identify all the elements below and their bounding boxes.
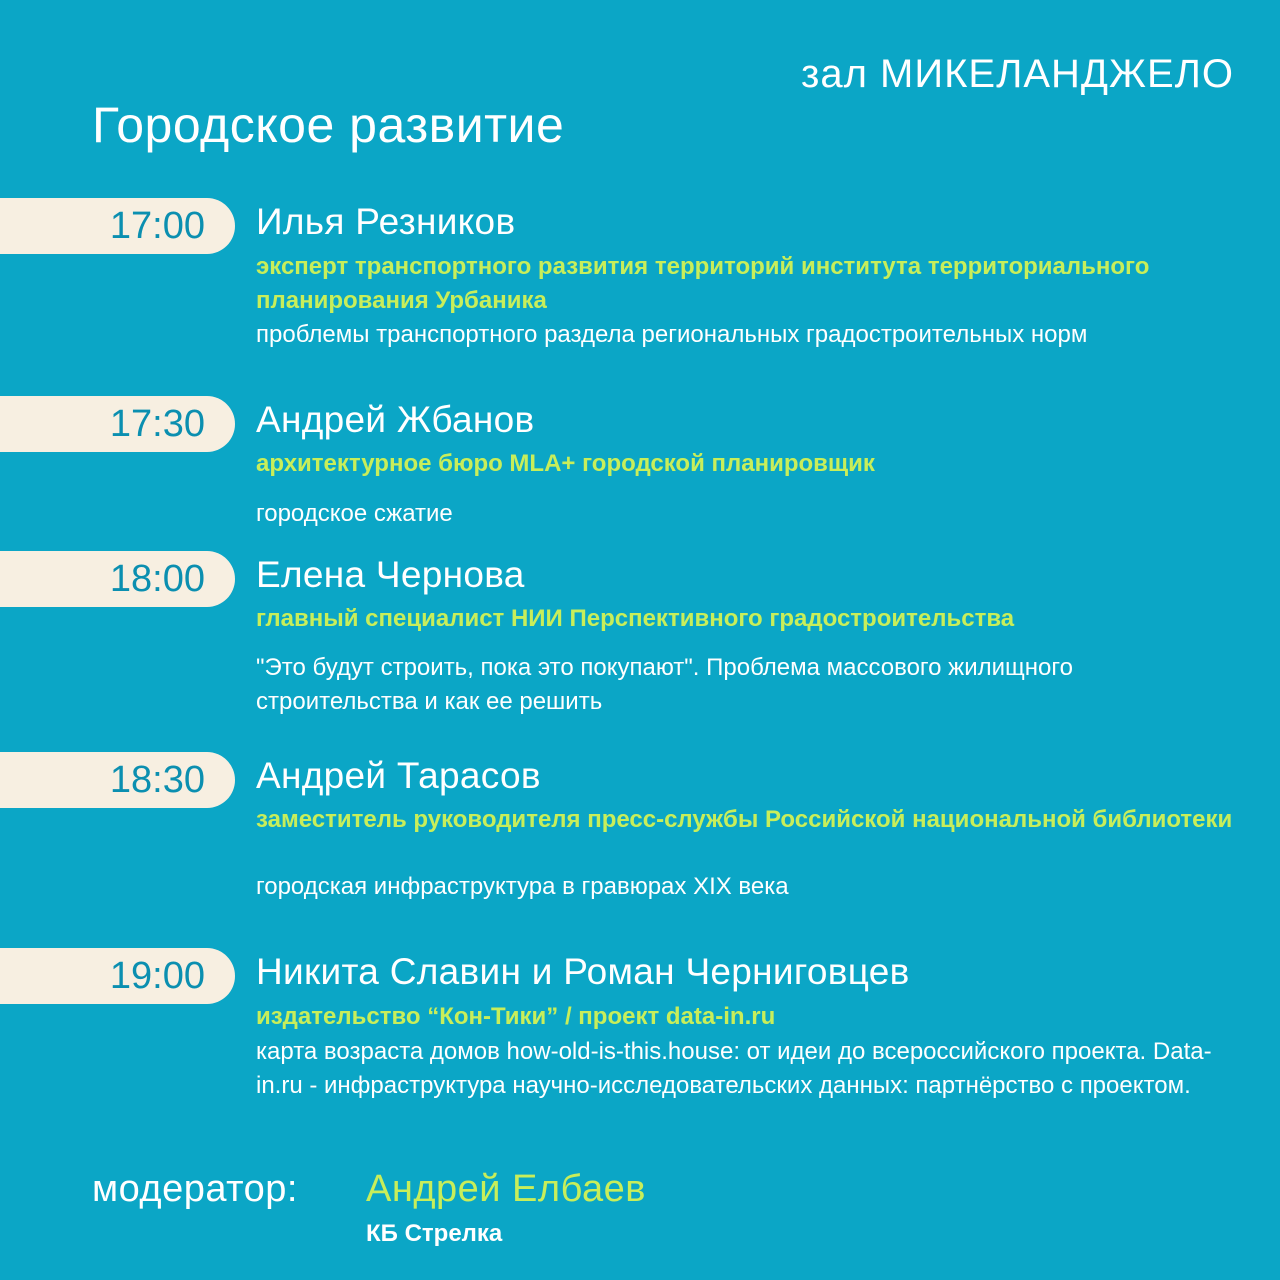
talk-topic: карта возраста домов how-old-is-this.house: от идеи до всероссийского проекта. Data-in.ru - инфраструктура научно-исследовательских данных: партнёрство с проектом. (256, 1038, 1212, 1099)
time-label: 17:00 (109, 205, 205, 247)
talk-topic: проблемы транспортного раздела региональных градостроительных норм (256, 321, 1088, 348)
time-badge (0, 752, 235, 808)
talk-topic: городская инфраструктура в гравюрах XIX века (256, 873, 789, 900)
time-label: 18:00 (109, 558, 205, 600)
speaker-name: Андрей Тарасов (256, 755, 541, 796)
moderator-label: модератор: (92, 1168, 298, 1210)
speaker-role: эксперт транспортного развития территорий института территориального планирования Урбаника (256, 253, 1150, 314)
page-title: Городское развитие (92, 97, 565, 153)
talk-topic: "Это будут строить, пока это покупают". Проблема массового жилищного строительства и как ее решить (256, 654, 1073, 715)
speaker-name: Никита Славин и Роман Черниговцев (256, 951, 910, 992)
speaker-name: Елена Чернова (256, 554, 525, 595)
time-label: 17:30 (109, 403, 205, 445)
speaker-role: архитектурное бюро MLA+ городской планировщик (256, 450, 875, 477)
speaker-name: Андрей Жбанов (256, 399, 535, 440)
time-badge (0, 198, 235, 254)
speaker-role: главный специалист НИИ Перспективного градостроительства (256, 605, 1015, 632)
time-label: 19:00 (109, 955, 205, 997)
speaker-role: издательство “Кон-Тики” / проект data-in.ru (256, 1003, 776, 1030)
time-badge (0, 948, 235, 1004)
time-badge (0, 551, 235, 607)
speaker-name: Илья Резников (256, 201, 516, 242)
speaker-role: заместитель руководителя пресс-службы Российской национальной библиотеки (256, 806, 1233, 833)
time-label: 18:30 (109, 759, 205, 801)
moderator-name: Андрей Елбаев (366, 1168, 646, 1210)
time-badge (0, 396, 235, 452)
hall-label: зал МИКЕЛАНДЖЕЛО (801, 52, 1234, 96)
moderator-organization: КБ Стрелка (366, 1220, 503, 1247)
talk-topic: городское сжатие (256, 500, 453, 527)
